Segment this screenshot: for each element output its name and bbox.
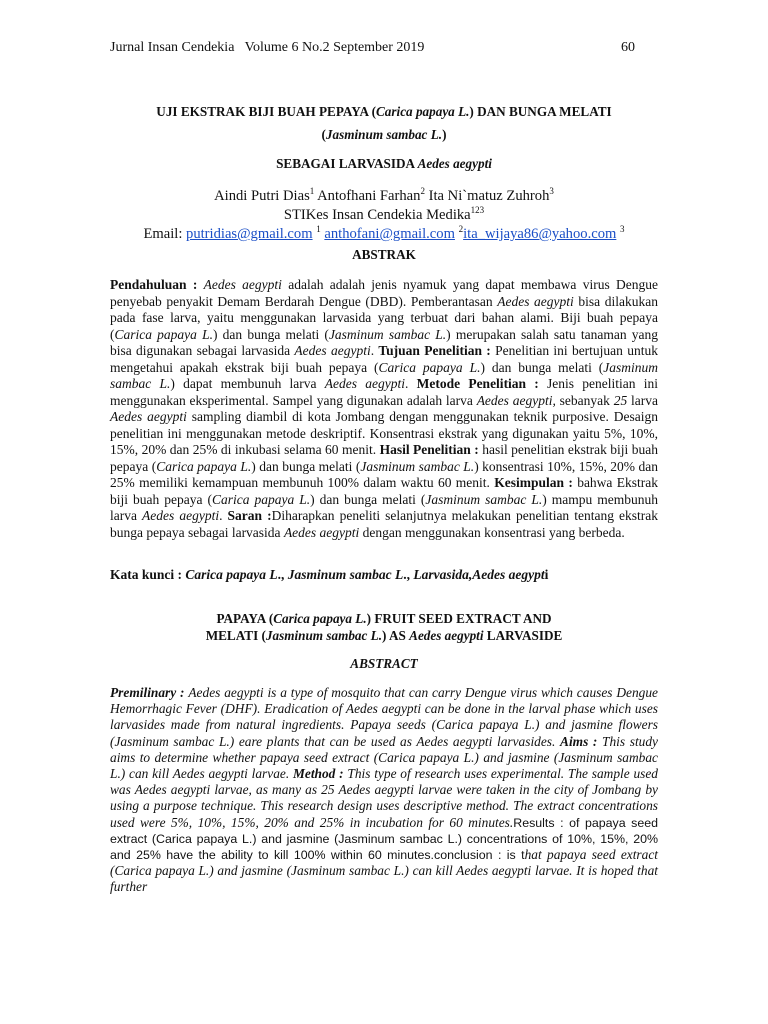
- abstract-body: Premilinary : Aedes aegypti is a type of mosquito that can carry Dengue virus which causes Dengue Hemorrhagic Fever (DHF). Eradication of Aedes aegypti can be done in the larval phase which uses larvasides made from natural ingredients. Papaya seeds (Carica papaya L.) and jasmine flowers (Jasminum sambac L.) eare plants that can be used as Aedes aegypti larvasides. Aims : This study aims to determine whether papaya seed extract (Carica papaya L.) and jasmine (Jasminum sambac L.) can kill Aedes aegypti larvae. Method : This type of research uses experimental. The sample used was Aedes aegypti larvae, as many as 25 Aedes aegypti larvae were taken in the city of Jombang by using a purpose technique. This research design uses descriptive method. The extract concentrations used were 5%, 10%, 15%, 20% and 25% in incubation for 60 minutes.Results : of papaya seed extract (Carica papaya L.) and jasmine (Jasminum sambac L.) concentrations of 10%, 15%, 20% and 25% have the ability to kill 100% within 60 minutes.conclusion : is that papaya seed extract (Carica papaya L.) and jasmine (Jasminum sambac L.) can kill Aedes aegypti larvae. It is hoped that further: [110, 685, 659, 895]
- title-block: [110, 100, 658, 244]
- email-link-3[interactable]: ita_wijaya86@yahoo.com: [463, 226, 617, 242]
- abstrak-heading: ABSTRAK: [352, 247, 416, 262]
- keywords: Kata kunci : Carica papaya L., Jasminum sambac L., Larvasida,Aedes aegypti: [110, 567, 549, 582]
- affiliation: STIKes Insan Cendekia Medika$^{123}$: [283, 205, 485, 223]
- author-list: Aindi Putri Dias$^1$ Antofhani Farhan$^2$ Ita Ni`matuz Zuhroh$^3$: [214, 186, 554, 204]
- english-title: PAPAYA (Carica papaya L.) FRUIT SEED EXTRACT AND MELATI (Jasminum sambac L.) AS Aedes aegypti LARVASIDE: [205, 611, 563, 643]
- running-header: [110, 40, 635, 56]
- page-number: 60: [621, 40, 635, 55]
- email-link-1[interactable]: putridias@gmail.com: [186, 226, 313, 242]
- journal-name: Jurnal Insan Cendekia Volume 6 No.2 September 2019: [110, 40, 425, 55]
- abstrak-body: Pendahuluan : Aedes aegypti adalah adalah jenis nyamuk yang dapat membawa virus Dengue penyebab penyakit Demam Berdarah Dengue (DBD). Pemberantasan Aedes aegypti bisa dilakukan pada fase larva, yaitu menggunakan larvasida yang terbuat dari bahan alami. Biji buah pepaya (Carica papaya L.) dan bunga melati (Jasminum sambac L.) merupakan salah satu tanaman yang bisa digunakan sebagai larvasida Aedes aegypti. Tujuan Penelitian : Penelitian ini bertujuan untuk mengetahui apakah ekstrak biji buah pepaya (Carica papaya L.) dan bunga melati (Jasminum sambac L.) dapat membunuh larva Aedes aegypti. Metode Penelitian : Jenis penelitian ini menggunakan eksperimental. Sampel yang digunakan adalah larva Aedes aegypti, sebanyak 25 larva Aedes aegypti sampling diambil di kota Jombang dengan menggunakan teknik purposive. Desaign penelitian ini menggunakan metode deskriptif. Konsentrasi ekstrak yang digunakan yaitu 5%, 10%, 15%, 20% dan 25% di inkubasi selama 60 menit. Hasil Penelitian : hasil penelitian ekstrak biji buah pepaya (Carica papaya L.) dan bunga melati (Jasminum sambac L.) konsentrasi 10%, 15%, 20% dan 25% memiliki kemampuan membunuh 100% dalam waktu 60 menit. Kesimpulan : bahwa Ekstrak biji buah pepaya (Carica papaya L.) dan bunga melati (Jasminum sambac L.) mampu membunuh larva Aedes aegypti. Saran :Diharapkan peneliti selanjutnya melakukan penelitian tentang ekstrak bunga pepaya sebagai larvasida Aedes aegypti dengan menggunakan konsentrasi yang berbeda.: [110, 277, 659, 540]
- title-line-2: (Jasminum sambac L.): [321, 127, 447, 142]
- author-3: Ita Ni`matuz Zuhroh: [428, 188, 550, 204]
- author-1: Aindi Putri Dias: [214, 188, 310, 204]
- email-link-2[interactable]: anthofani@gmail.com: [324, 226, 455, 242]
- title-line-3: SEBAGAI LARVASIDA Aedes aegypti: [276, 156, 492, 171]
- title-line-1: UJI EKSTRAK BIJI BUAH PEPAYA (Carica papaya L.) DAN BUNGA MELATI: [156, 104, 612, 119]
- abstract-heading: ABSTRACT: [350, 656, 418, 671]
- email-line: Email: putridias@gmail.com $^1$ anthofani@gmail.com $^2$ita_wijaya86@yahoo.com $^3$: [143, 224, 625, 242]
- author-2: Antofhani Farhan: [317, 188, 421, 204]
